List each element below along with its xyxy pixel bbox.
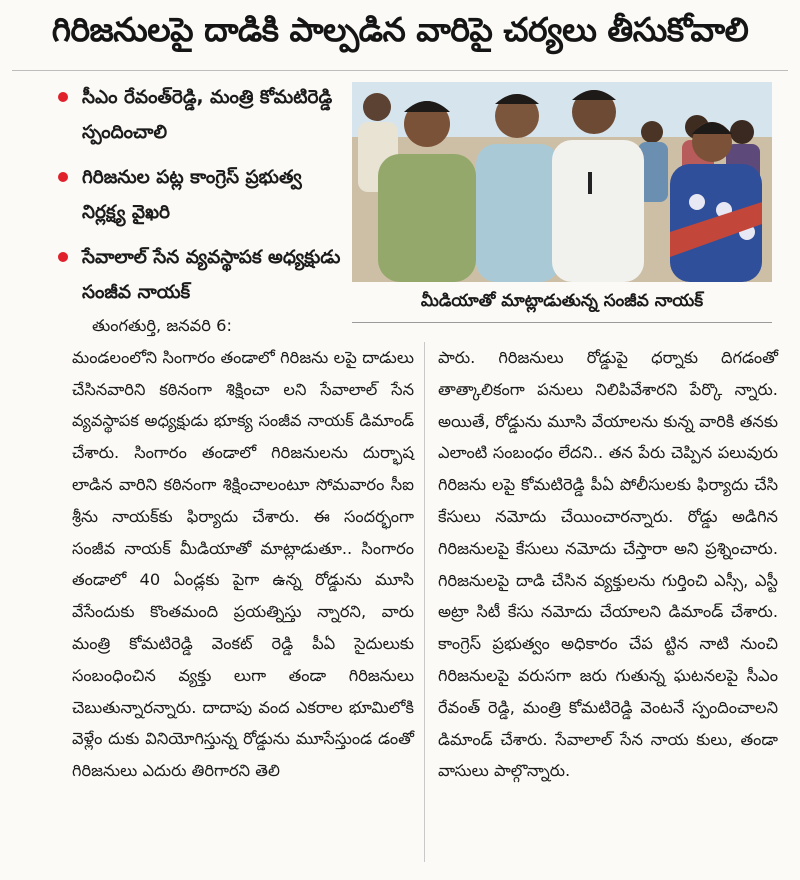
headline-divider — [12, 70, 788, 71]
news-photo — [352, 82, 772, 282]
column-divider — [424, 342, 425, 862]
article-text-part-2: పారు. గిరిజనులు రోడ్డుపై ధర్నాకు దిగడంతో తాత్కాలికంగా పనులు నిలిపివేశారని పేర్కొ న్నారు. అయితే, రోడ్డును మూసి వేయాలను కున్న వారికి తనకు ఎలాంటి సంబంధం లేదని.. తన పేరు చెప్పిన పలువురు గిరిజను లపై కోమటిరెడ్డి పీఏ పోలీసులకు ఫిర్యాదు చేసి కేసులు నమోదు చేయించారన్నారు. రోడ్డు అడిగిన గిరిజనులపై కేసులు నమోదు చేస్తారా అని ప్రశ్నించారు. గిరిజనులపై దాడి చేసిన వ్యక్తులను గుర్తించి ఎస్సీ, ఎస్టీ అట్రా సిటీ కేసు నమోదు చేయాలని డిమాండ్ చేశారు. కాంగ్రెస్ ప్రభుత్వం అధికారం చేప ట్టిన నాటి నుంచి గిరిజనులపై వరుసగా జరు గుతున్న ఘటనలపై సీఎం రేవంత్ రెడ్డి, మంత్రి కోమటిరెడ్డి వెంటనే స్పందించాలని డిమాండ్ చేశారు. సేవాలాల్ సేన నాయ కులు, తండా వాసులు పాల్గొన్నారు. — [438, 348, 778, 781]
photo-caption: మీడియాతో మాట్లాడుతున్న సంజీవ నాయక్ — [420, 291, 704, 311]
dateline: తుంగతుర్తి, జనవరి 6: — [92, 316, 232, 335]
highlight-text: గిరిజనుల పట్ల కాంగ్రెస్ ప్రభుత్వ నిర్లక్ష్య వైఖరి — [82, 167, 302, 223]
caption-divider — [352, 322, 772, 323]
highlight-item — [52, 240, 342, 310]
highlight-text: సీఎం రేవంత్‌రెడ్డి, మంత్రి కోమటిరెడ్డి స్పందించాలి — [82, 87, 333, 143]
bullet-dot-icon — [58, 252, 68, 262]
news-photo-illustration — [352, 82, 772, 282]
highlight-item — [52, 160, 342, 230]
highlight-text: సేవాలాల్ సేన వ్యవస్థాపక అధ్యక్షుడు సంజీవ నాయక్ — [82, 247, 341, 303]
article-column-left — [72, 310, 414, 787]
article-text-part-1: మండలంలోని సింగారం తండాలో గిరిజను లపై దాడులు చేసినవారిని కఠినంగా శిక్షించా లని సేవాలాల్ సేన వ్యవస్థాపక అధ్యక్షుడు భూక్య సంజీవ నాయక్ డిమాండ్ చేశారు. సింగారం తండాలో గిరిజనులను దుర్భాష లాడిన వారిని కఠినంగా శిక్షించాలంటూ సోమవారం సీఐ శ్రీను నాయక్‌కు ఫిర్యాదు చేశారు. ఈ సందర్భంగా సంజీవ నాయక్ మీడియాతో మాట్లాడుతూ.. సింగారం తండాలో 40 ఏండ్లకు పైగా ఉన్న రోడ్డును మూసి వేసేందుకు కొంతమంది ప్రయత్నిస్తు న్నారని, వారు మంత్రి కోమటిరెడ్డి వెంకట్ రెడ్డి పీఏ సైదులుకు సంబంధించిన వ్యక్తు లుగా తండా గిరిజనులు చెబుతున్నారన్నారు. దాదాపు వంద ఎకరాల భూమిలోకి వెళ్లేం దుకు వినియోగిస్తున్న రోడ్డును మూసేస్తుండ డంతో గిరిజనులు ఎదురు తిరిగారని తెలి — [72, 347, 414, 781]
bullet-dot-icon — [58, 92, 68, 102]
headline: గిరిజనులపై దాడికి పాల్పడిన వారిపై చర్యలు తీసుకోవాలి — [51, 9, 749, 49]
bullet-dot-icon — [58, 172, 68, 182]
article-column-right — [438, 342, 778, 787]
highlight-item — [52, 80, 342, 150]
highlights-list — [52, 80, 342, 320]
